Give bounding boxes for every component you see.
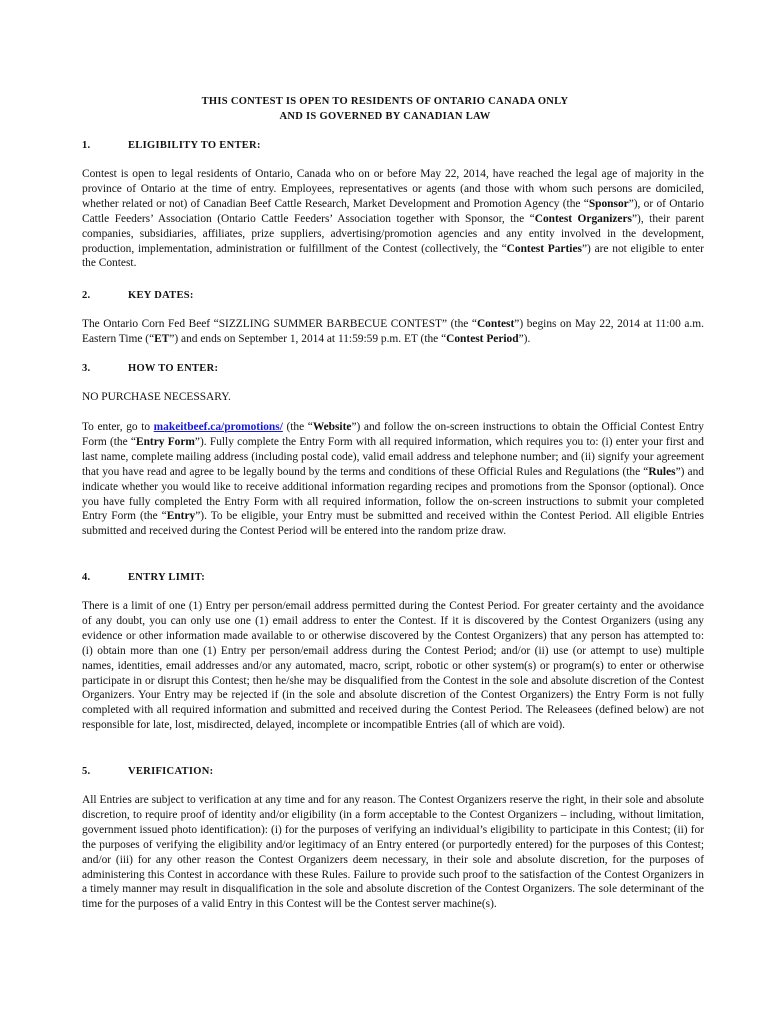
verification-paragraph: All Entries are subject to verification at any time and for any reason. The Contest Organizers reserve the right, in their sole and absolute discretion, to require proof of identity and/or eligibility (in a form acceptable to the Contest Organizers – including, without limitation, government issued photo identification): (i) for the purposes of verifying an individual’s eligibility to participate in this Contest; (ii) for the purposes of verifying the eligibility and/or legitimacy of an Entry entered (or purportedly entered) for the purposes of this Contest; and/or (iii) for any other reason the Contest Organizers deem necessary, in their sole and absolute discretion, for the purposes of administering this Contest in accordance with these Rules. Failure to provide such proof to the satisfaction of the Contest Organizers in a timely manner may result in disqualification in the sole and absolute discretion of the Contest Organizers. The sole determinant of the time for the purposes of a valid Entry in this Contest will be the Contest server machine(s). [82,794,704,911]
section-title: ENTRY LIMIT: [128,572,206,583]
section-number: 4. [82,572,91,583]
text-run: ”). Fully complete the Entry Form with all required information, which requires you to: (i) enter your first and last name, complete mailing address (including postal code), valid email address and telephone number; and (ii) signify your agreement that you have read and agree to be legally bound by the terms and conditions of these Official Rules and Regulations (the “ [82,435,704,478]
text-run: ”), their parent companies, subsidiaries, affiliates, prize suppliers, advertising/promotion agencies and any entity involved in the development, production, implementation, administration or fulfillment of the Contest (collectively, the “ [82,212,704,255]
section-4-heading [82,571,205,586]
website-link[interactable]: makeitbeef.ca/promotions/ [153,421,283,433]
section-number: 1. [82,140,91,151]
text-run: ”) begins on May 22, 2014 at 11:00 a.m. Eastern Time (“ [82,318,704,345]
defined-term: Contest [476,318,515,330]
text-run: ”) and follow the on-screen instructions to obtain the Official Contest Entry Form (the “ [82,421,704,448]
defined-term: Entry Form [135,435,195,448]
text-run: To enter, go to [82,421,154,433]
text-run: ”) and indicate whether you would like to receive additional information regarding recipes and promotions from the Sponsor (optional). Once you have fully completed the Entry Form with all required information, follow the on-screen instructions to submit your completed Entry Form (the “ [82,465,704,523]
defined-term: Rules [648,465,676,478]
text-run: ”), or of Ontario Cattle Feeders’ Association (Ontario Cattle Feeders’ Association together with Sponsor, the “ [82,197,704,225]
eligibility-paragraph [82,167,704,271]
section-number: 3. [82,363,91,374]
section-1-heading [82,139,261,154]
section-number: 5. [82,766,91,777]
section-title: VERIFICATION: [128,766,214,777]
key-dates-paragraph [82,317,704,347]
text-run: ”) and ends on September 1, 2014 at 11:59:59 p.m. ET (the “ [169,332,447,345]
text-run: Contest is open to legal residents of Ontario, Canada who on or before May 22, 2014, have reached the legal age of majority in the province of Ontario at the time of entry. Employees, representatives or agents (and those with whom such persons are domiciled, whether related or not) of Canadian Beef Cattle Research, Market Development and Promotion Agency (the “ [82,168,704,210]
section-2-heading [82,289,194,304]
defined-term: Sponsor [588,197,629,210]
section-number: 2. [82,290,91,301]
text-run: ”). To be eligible, your Entry must be submitted and received within the Contest Period. All eligible Entries submitted and received during the Contest Period will be entered into the random prize draw. [82,510,704,538]
text-run: (the “ [282,421,313,433]
section-3-heading [82,362,218,377]
defined-term: Contest Organizers [534,212,632,225]
defined-term: Entry [166,510,196,523]
defined-term: Website [312,421,352,433]
contest-heading-line-2: AND IS GOVERNED BY CANADIAN LAW [279,111,491,122]
defined-term: ET [154,332,170,345]
text-run: The Ontario Corn Fed Beef “SIZZLING SUMMER BARBECUE CONTEST” (the “ [82,318,477,330]
contest-heading-line-1: THIS CONTEST IS OPEN TO RESIDENTS OF ONTARIO CANADA ONLY [201,96,569,107]
no-purchase-paragraph: NO PURCHASE NECESSARY. [82,391,231,403]
entry-limit-paragraph: There is a limit of one (1) Entry per person/email address permitted during the Contest Period. For greater certainty and the avoidance of any doubt, you can only use one (1) email address to enter the Contest. If it is discovered by the Contest Organizers (using any evidence or other information made available to or otherwise discovered by the Contest Organizers) that any person has attempted to: (i) obtain more than one (1) Entry per person/email address during the Contest Period; and/or (ii) use (or attempt to use) multiple names, identities, email addresses and/or any automated, macro, script, robotic or other system(s) or program(s) to enter or otherwise participate in or disrupt this Contest; then he/she may be disqualified from the Contest in the sole and absolute discretion of the Contest Organizers. Your Entry may be rejected if (in the sole and absolute discretion of the Contest Organizers) the Entry Form is not fully completed with all required information and submitted and received during the Contest Period. The Releasees (defined below) are not responsible for late, lost, misdirected, delayed, incomplete or incompatible Entries (all of which are void). [82,600,704,732]
section-title: ELIGIBILITY TO ENTER: [128,140,261,151]
text-run: ”). [518,332,531,345]
section-5-heading [82,765,213,780]
section-title: HOW TO ENTER: [128,363,219,374]
text-run: ”) are not eligible to enter the Contest. [82,242,704,270]
defined-term: Contest Period [446,332,519,345]
defined-term: Contest Parties [506,242,582,255]
section-title: KEY DATES: [128,290,194,301]
how-to-enter-paragraph [82,420,704,539]
